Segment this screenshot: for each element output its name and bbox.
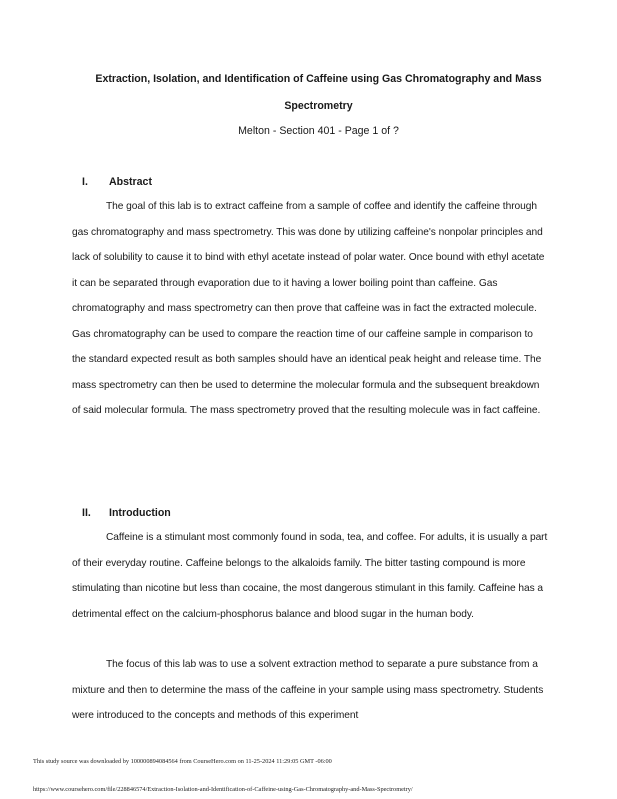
download-source-note: This study source was downloaded by 100000894084564 from CourseHero.com on 11-25-2024 11:29:05 GMT -06:00 — [33, 758, 332, 765]
document-title-line-2: Spectrometry — [284, 100, 353, 112]
section-title: Introduction — [109, 507, 171, 519]
section-heading-introduction — [82, 506, 171, 520]
section-title: Abstract — [109, 176, 152, 188]
document-title-line-1: Extraction, Isolation, and Identification of Caffeine using Gas Chromatography and Mass — [95, 73, 542, 85]
introduction-paragraph-1: Caffeine is a stimulant most commonly found in soda, tea, and coffee. For adults, it is usually a part of their everyday routine. Caffeine belongs to the alkaloids family. The bitter tasting compound is more stimulating than nicotine but less than cocaine, the most dangerous stimulant in this family. Caffeine has a detrimental effect on the calcium-phosphorus balance and blood sugar in the human body. — [72, 532, 548, 620]
section-number: I. — [82, 176, 88, 188]
document-subtitle: Melton - Section 401 - Page 1 of ? — [238, 125, 399, 137]
section-heading-abstract — [82, 175, 152, 189]
introduction-paragraph-2: The focus of this lab was to use a solvent extraction method to separate a pure substance from a mixture and then to determine the mass of the caffeine in your sample using mass spectrometry. Students were introduced to the concepts and methods of this experiment — [72, 659, 544, 721]
source-url-link[interactable]: https://www.coursehero.com/file/228846574/Extraction-Isolation-and-Identification-of-Caffeine-using-Gas-Chromatography-and-Mass-Spectrometry/ — [33, 786, 413, 793]
abstract-paragraph: The goal of this lab is to extract caffeine from a sample of coffee and identify the caffeine through gas chromatography and mass spectrometry. This was done by utilizing caffeine's nonpolar principles and lack of solubility to cause it to bind with ethyl acetate instead of polar water. Once bound with ethyl acetate it can be separated through evaporation due to it having a lower boiling point than caffeine. Gas chromatography and mass spectrometry can then prove that caffeine was in fact the extracted molecule. Gas chromatography can be used to compare the reaction time of our caffeine sample in comparison to the standard expected result as both samples should have an identical peak height and release time. The mass spectrometry can then be used to determine the molecular formula and the subsequent breakdown of said molecular formula. The mass spectrometry proved that the resulting molecule was in fact caffeine. — [72, 201, 545, 416]
section-number: II. — [82, 507, 91, 519]
